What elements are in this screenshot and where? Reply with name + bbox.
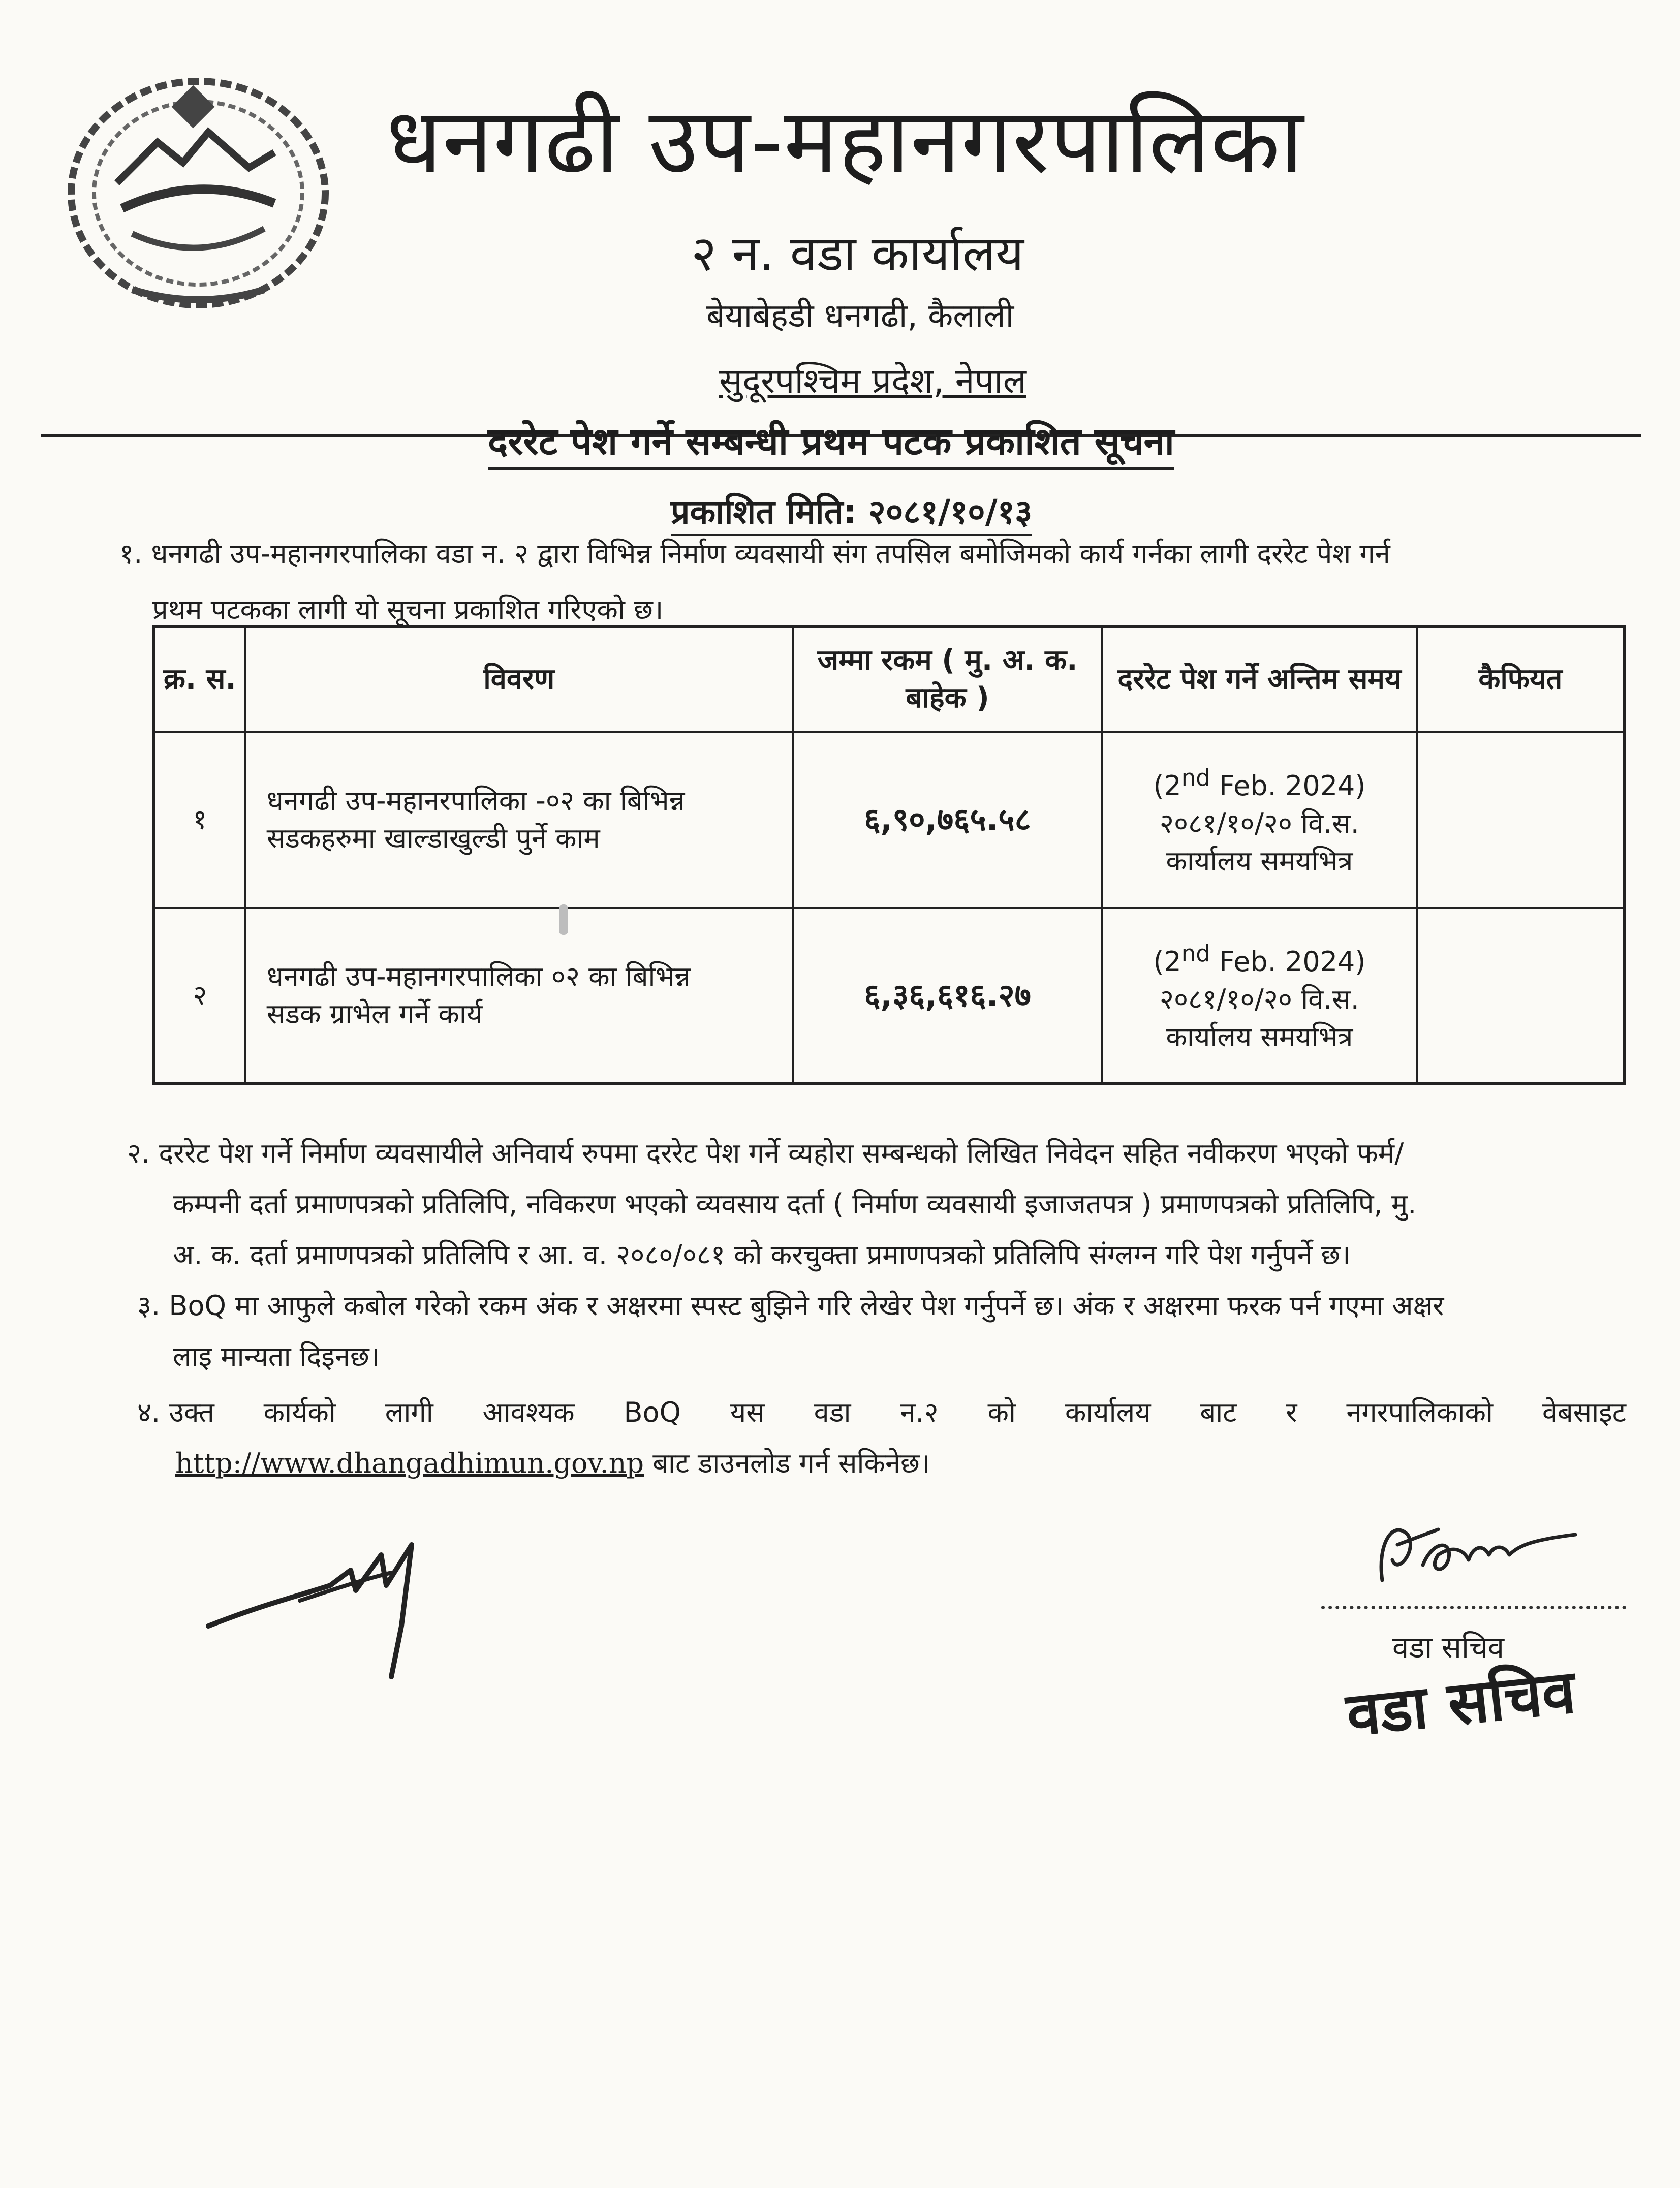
deadline-note: कार्यालय समयभित्र — [1166, 845, 1353, 877]
row-description-line-1: धनगढी उप-महानरपालिका -०२ का बिभिन्न — [266, 785, 685, 817]
deadline-english-month-year: Feb. 2024) — [1210, 770, 1366, 802]
header-sn: क्र. स. — [154, 627, 245, 732]
paragraph-4-word: कार्यको — [263, 1396, 336, 1428]
paragraph-4-word: बाट — [1200, 1396, 1237, 1428]
deadline-nepali: २०८१/१०/२० वि.स. — [1159, 983, 1359, 1015]
paragraph-2-line-2: कम्पनी दर्ता प्रमाणपत्रको प्रतिलिपि, नविकरण भएको व्यवसाय दर्ता ( निर्माण व्यवसायी इजाजतपत्र ) प्रमाणपत्रको प्रतिलिपि, मु. — [173, 1188, 1417, 1220]
table-row — [154, 908, 1625, 1084]
paragraph-4-word: BoQ — [624, 1396, 681, 1428]
signer-title: वडा सचिव — [1392, 1630, 1505, 1665]
paragraph-4-word: लागी — [385, 1396, 433, 1428]
office-address: बेयाबेहडी धनगढी, कैलाली — [706, 297, 1014, 335]
row-sn: २ — [154, 908, 245, 1084]
tender-table — [152, 625, 1626, 1085]
paragraph-4-word: आवश्यक — [482, 1396, 575, 1428]
header-deadline: दररेट पेश गर्ने अन्तिम समय — [1102, 627, 1417, 732]
nepal-emblem — [56, 66, 340, 320]
website-link[interactable]: http://www.dhangadhimun.gov.np — [175, 1447, 644, 1479]
paragraph-4-word: वेबसाइट — [1542, 1396, 1626, 1428]
row-description — [245, 908, 793, 1084]
published-date: प्रकाशित मिति: २०८१/१०/१३ — [671, 488, 1032, 536]
paragraph-4-line-2-rest: बाट डाउनलोड गर्न सकिनेछ। — [644, 1447, 930, 1479]
paragraph-1-line-1: १. धनगढी उप-महानगरपालिका वडा न. २ द्वारा विभिन्न निर्माण व्यवसायी संग तपसिल बमोजिमको कार्य गर्नका लागी दररेट पेश गर्न — [119, 538, 1390, 570]
paragraph-4-word: र — [1286, 1396, 1297, 1428]
paragraph-4-word: कार्यालय — [1065, 1396, 1151, 1428]
row-description-line-2: सडक ग्राभेल गर्ने कार्य — [266, 998, 483, 1030]
paragraph-1-line-2: प्रथम पटकका लागी यो सूचना प्रकाशित गरिएको छ। — [152, 593, 664, 626]
paragraph-4-line-2 — [175, 1438, 930, 1489]
deadline-english — [1104, 759, 1415, 805]
row-description-line-1: धनगढी उप-महानगरपालिका ०२ का बिभिन्न — [266, 960, 691, 992]
paragraph-4-word: न.२ — [900, 1396, 939, 1428]
row-remarks — [1417, 908, 1625, 1084]
deadline-english-day: (2 — [1153, 770, 1181, 802]
signer-stamp: वडा सचिव — [1343, 1656, 1579, 1750]
paragraph-3-line-2: लाइ मान्यता दिइनछ। — [173, 1340, 380, 1372]
row-deadline — [1102, 732, 1417, 908]
row-amount: ६,९०,७६५.५८ — [793, 732, 1102, 908]
ward-office-name: २ न. वडा कार्यालय — [691, 225, 1024, 282]
paragraph-2-line-1: २. दररेट पेश गर्ने निर्माण व्यवसायीले अनिवार्य रुपमा दररेट पेश गर्ने व्यहोरा सम्बन्धको लिखित निवेदन सहित नवीकरण भएको फर्म/ — [127, 1137, 1404, 1169]
scan-mark — [559, 904, 568, 935]
paragraph-4-word: यस — [730, 1396, 765, 1428]
row-amount: ६,३६,६१६.२७ — [793, 908, 1102, 1084]
deadline-english-month-year: Feb. 2024) — [1210, 946, 1366, 978]
table-header-row — [154, 627, 1625, 732]
paragraph-2-line-3: अ. क. दर्ता प्रमाणपत्रको प्रतिलिपि र आ. व. २०८०/०८१ को करचुक्ता प्रमाणपत्रको प्रतिलिपि संग्लग्न गरि पेश गर्नुपर्ने छ। — [173, 1239, 1351, 1271]
paragraph-4-word: वडा — [814, 1396, 851, 1428]
paragraph-3-line-1: ३. BoQ मा आफुले कबोल गरेको रकम अंक र अक्षरमा स्पस्ट बुझिने गरि लेखेर पेश गर्नुपर्ने छ। अंक र अक्षरमा फरक पर्न गएमा अक्षर — [137, 1290, 1444, 1322]
notice-heading: दररेट पेश गर्ने सम्बन्धी प्रथम पटक प्रकाशित सूचना — [488, 414, 1174, 470]
deadline-nepali: २०८१/१०/२० वि.स. — [1159, 807, 1359, 839]
row-description-line-2: सडकहरुमा खाल्डाखुल्डी पुर्ने काम — [266, 822, 600, 854]
header-description: विवरण — [245, 627, 793, 732]
row-deadline — [1102, 908, 1417, 1084]
paragraph-4-word: ४. उक्त — [137, 1396, 214, 1428]
handwritten-signature-left — [198, 1524, 483, 1687]
deadline-note: कार्यालय समयभित्र — [1166, 1021, 1353, 1053]
office-province: सुदूरपश्चिम प्रदेश, नेपाल — [719, 361, 1026, 401]
row-sn: १ — [154, 732, 245, 908]
deadline-english-day: (2 — [1153, 946, 1181, 978]
header-remarks: कैफियत — [1417, 627, 1625, 732]
paragraph-4-word: को — [987, 1396, 1016, 1428]
deadline-english — [1104, 935, 1415, 981]
signature-line — [1321, 1606, 1626, 1609]
paragraph-4-word: नगरपालिकाको — [1346, 1396, 1493, 1428]
row-description — [245, 732, 793, 908]
table-row — [154, 732, 1625, 908]
deadline-english-ordinal: nd — [1181, 764, 1210, 791]
paragraph-4-line-1 — [137, 1387, 1626, 1438]
deadline-english-ordinal: nd — [1181, 940, 1210, 967]
row-remarks — [1417, 732, 1625, 908]
municipality-title: धनगढी उप-महानगरपालिका — [386, 88, 1304, 194]
handwritten-signature-right — [1362, 1504, 1606, 1596]
header-amount: जम्मा रकम ( मु. अ. क. बाहेक ) — [793, 627, 1102, 732]
